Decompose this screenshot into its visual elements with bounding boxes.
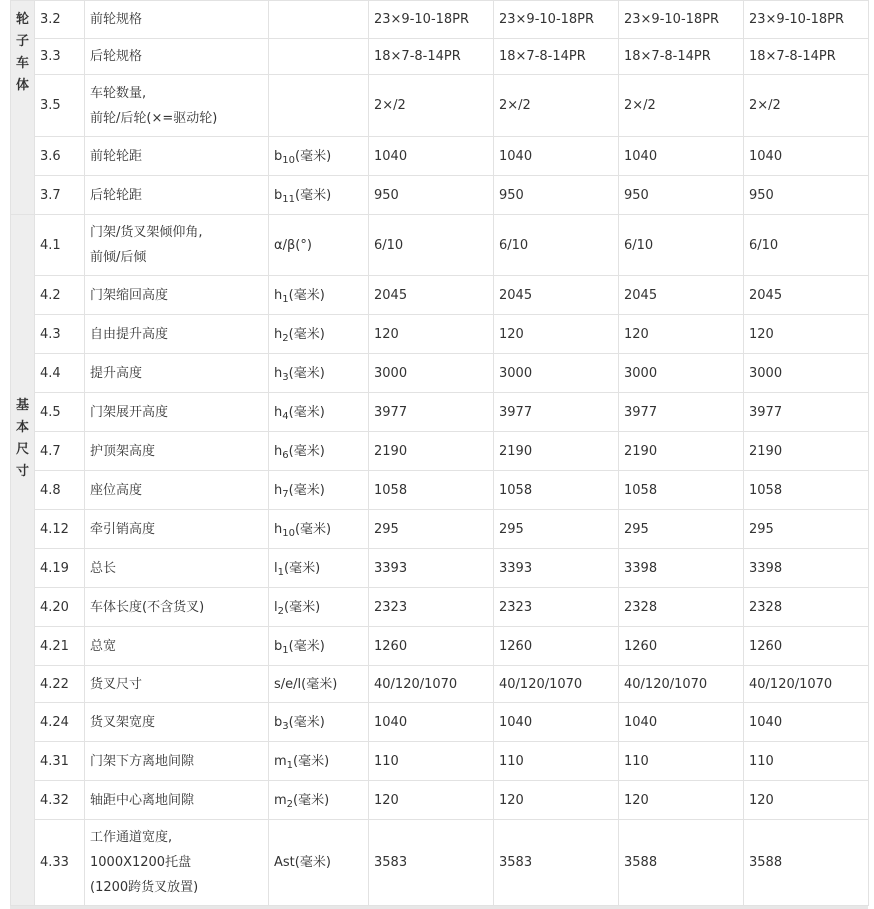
table-row [11,176,869,215]
model-value: 950 [744,176,869,215]
model-value: 120 [744,315,869,354]
model-value: 6/10 [619,215,744,276]
model-value: 295 [619,510,744,549]
symbol-letter: h [274,365,283,381]
symbol-letter: l [274,560,278,576]
model-value: 1260 [619,627,744,666]
model-value: 1040 [744,703,869,742]
item-name [85,627,269,666]
model-value: 1040 [369,703,494,742]
table-row [11,549,869,588]
model-value: 2045 [494,276,619,315]
item-number: 4.19 [35,549,85,588]
item-name [85,781,269,820]
model-value: 18×7-8-14PR [744,39,869,75]
model-value: 6/10 [744,215,869,276]
item-name-line: 门架/货叉架倾仰角, [90,225,203,240]
model-value: 120 [619,781,744,820]
model-value: 3977 [744,393,869,432]
symbol-unit: (毫米) [295,187,332,203]
model-value: 1260 [744,627,869,666]
model-value: 120 [369,781,494,820]
item-symbol [269,75,369,137]
symbol-subscript: 2 [277,605,284,617]
model-value: 40/120/1070 [369,666,494,703]
model-value: 950 [369,176,494,215]
table-row [11,666,869,703]
model-value: 3977 [619,393,744,432]
model-value: 3000 [494,354,619,393]
model-value: 18×7-8-14PR [619,39,744,75]
symbol-letter: h [274,287,283,303]
item-number: 4.5 [35,393,85,432]
model-value: 2328 [619,588,744,627]
item-symbol [269,549,369,588]
item-number: 4.24 [35,703,85,742]
item-name-line: 自由提升高度 [90,326,169,342]
model-value: 1040 [619,137,744,176]
symbol-unit: (毫米) [288,404,325,420]
symbol-subscript: 10 [282,527,295,539]
model-value: 295 [369,510,494,549]
symbol-letter: h [274,404,283,420]
model-value: 2×/2 [369,75,494,137]
item-name [85,666,269,703]
model-value: 3000 [744,354,869,393]
symbol-letter: h [274,326,283,342]
table-row [11,703,869,742]
symbol-unit: (毫米) [288,287,325,303]
model-value: 6/10 [369,215,494,276]
symbol-letter: Ast(毫米) [274,855,331,870]
model-value: 110 [744,742,869,781]
model-value: 2190 [494,432,619,471]
model-value: 295 [494,510,619,549]
item-symbol [269,1,369,39]
table-row [11,588,869,627]
table-row [11,137,869,176]
item-name-line: 后轮规格 [90,49,143,64]
model-value: 18×7-8-14PR [369,39,494,75]
model-value: 1040 [619,703,744,742]
model-value: 2045 [619,276,744,315]
model-value: 23×9-10-18PR [494,1,619,39]
item-symbol [269,315,369,354]
model-value: 110 [619,742,744,781]
item-number: 4.20 [35,588,85,627]
model-value: 23×9-10-18PR [619,1,744,39]
item-number: 4.7 [35,432,85,471]
symbol-unit: (毫米) [288,443,325,459]
item-symbol [269,510,369,549]
symbol-letter: m [274,753,287,769]
item-name-line: 工作通道宽度, [90,830,173,845]
model-value: 120 [494,781,619,820]
item-number: 4.8 [35,471,85,510]
item-name [85,276,269,315]
symbol-subscript: 10 [282,154,295,166]
item-number: 4.21 [35,627,85,666]
model-value: 950 [619,176,744,215]
table-row [11,742,869,781]
symbol-unit: (毫米) [295,148,332,164]
item-name-line: 门架展开高度 [90,404,169,420]
model-value: 120 [744,781,869,820]
model-value: 1040 [744,137,869,176]
model-value: 2045 [744,276,869,315]
model-value: 2×/2 [619,75,744,137]
item-number: 4.2 [35,276,85,315]
symbol-subscript: 2 [286,798,294,810]
item-number: 4.31 [35,742,85,781]
model-value: 110 [494,742,619,781]
model-value: 1260 [494,627,619,666]
item-name [85,432,269,471]
item-name-line: 提升高度 [90,365,143,381]
model-value: 2323 [494,588,619,627]
model-value: 1058 [619,471,744,510]
model-value: 3588 [619,820,744,906]
item-number: 4.3 [35,315,85,354]
symbol-subscript: 3 [282,371,289,383]
table-row [11,1,869,39]
model-value: 1058 [744,471,869,510]
model-value: 1040 [369,137,494,176]
item-symbol [269,432,369,471]
item-name [85,75,269,137]
symbol-subscript: 7 [282,488,289,500]
model-value: 3393 [494,549,619,588]
category-label: 基 本 尺 寸 [15,398,29,479]
item-symbol [269,215,369,276]
symbol-subscript: 1 [277,566,284,578]
symbol-unit: (毫米) [294,521,332,537]
symbol-subscript: 4 [282,410,289,422]
model-value: 295 [744,510,869,549]
symbol-unit: (毫米) [288,638,325,654]
model-value: 2190 [744,432,869,471]
model-value: 23×9-10-18PR [744,1,869,39]
item-name-line: (1200跨货叉放置) [90,880,199,895]
item-name-line: 门架下方离地间隙 [90,753,195,769]
item-name-line: 前轮轮距 [90,148,143,164]
item-symbol [269,276,369,315]
symbol-letter: α/β(°) [274,237,312,253]
item-symbol [269,820,369,906]
model-value: 3977 [369,393,494,432]
item-number: 3.6 [35,137,85,176]
model-value: 950 [494,176,619,215]
model-value: 1058 [369,471,494,510]
item-name-line: 货叉架宽度 [90,714,156,730]
category-cell [11,1,35,215]
spec-table [10,0,869,906]
symbol-letter: h [274,443,283,459]
item-number: 4.1 [35,215,85,276]
model-value: 2190 [619,432,744,471]
table-row [11,354,869,393]
model-value: 3398 [619,549,744,588]
item-name-line: 护顶架高度 [90,443,156,459]
spec-table-body [11,1,869,906]
model-value: 3000 [369,354,494,393]
model-value: 1040 [494,703,619,742]
item-name [85,742,269,781]
symbol-unit: (毫米) [288,365,325,381]
table-row [11,215,869,276]
item-name-line: 前倾/后倾 [90,250,147,265]
table-row [11,471,869,510]
symbol-letter: l [274,599,278,615]
item-number: 3.5 [35,75,85,137]
item-number: 3.3 [35,39,85,75]
item-name-line: 后轮轮距 [90,187,143,203]
table-row [11,820,869,906]
symbol-unit: (毫米) [284,599,321,615]
model-value: 110 [369,742,494,781]
model-value: 2045 [369,276,494,315]
item-name-line: 牵引销高度 [90,521,156,537]
symbol-subscript: 6 [282,449,289,461]
model-value: 3398 [744,549,869,588]
item-name-line: 车体长度(不含货叉) [90,599,205,615]
item-name-line: 1000X1200托盘 [90,855,192,870]
model-value: 18×7-8-14PR [494,39,619,75]
symbol-subscript: 1 [282,293,289,305]
symbol-unit: (毫米) [288,326,325,342]
model-value: 120 [369,315,494,354]
table-row [11,75,869,137]
item-number: 3.2 [35,1,85,39]
model-value: 2×/2 [494,75,619,137]
model-value: 3588 [744,820,869,906]
item-name [85,354,269,393]
model-value: 1058 [494,471,619,510]
item-name-line: 轴距中心离地间隙 [90,792,195,808]
item-symbol [269,781,369,820]
symbol-letter: b [274,638,283,654]
model-value: 40/120/1070 [744,666,869,703]
item-name-line: 前轮规格 [90,12,143,27]
item-name [85,703,269,742]
symbol-unit: (毫米) [284,560,321,576]
item-symbol [269,588,369,627]
item-name [85,471,269,510]
model-value: 2190 [369,432,494,471]
model-value: 6/10 [494,215,619,276]
symbol-subscript: 11 [282,193,295,205]
table-row [11,432,869,471]
item-symbol [269,627,369,666]
model-value: 3583 [369,820,494,906]
item-name [85,39,269,75]
item-name-line: 门架缩回高度 [90,287,169,303]
item-name-line: 座位高度 [90,482,143,498]
table-row [11,781,869,820]
symbol-subscript: 1 [282,644,289,656]
model-value: 1040 [494,137,619,176]
table-row [11,510,869,549]
symbol-subscript: 1 [286,759,294,771]
table-row [11,39,869,75]
table-row [11,627,869,666]
item-name-line: 总长 [90,560,117,576]
symbol-letter: b [274,714,283,730]
model-value: 120 [619,315,744,354]
category-label: 轮 子 车 体 [15,12,29,93]
symbol-letter: b [274,148,283,164]
symbol-letter: s/e/l(毫米) [274,676,338,692]
table-row [11,276,869,315]
model-value: 3583 [494,820,619,906]
item-name [85,510,269,549]
item-name [85,315,269,354]
item-symbol [269,354,369,393]
model-value: 40/120/1070 [494,666,619,703]
item-name [85,549,269,588]
item-symbol [269,393,369,432]
item-symbol [269,666,369,703]
model-value: 2328 [744,588,869,627]
item-name [85,137,269,176]
model-value: 120 [494,315,619,354]
item-name [85,393,269,432]
symbol-unit: (毫米) [288,714,325,730]
symbol-letter: h [274,521,283,537]
item-symbol [269,471,369,510]
symbol-unit: (毫米) [288,482,325,498]
symbol-letter: h [274,482,283,498]
item-symbol [269,137,369,176]
symbol-letter: m [274,792,287,808]
item-name [85,588,269,627]
model-value: 3393 [369,549,494,588]
item-number: 4.12 [35,510,85,549]
item-name [85,820,269,906]
item-name [85,1,269,39]
item-name [85,215,269,276]
model-value: 23×9-10-18PR [369,1,494,39]
item-symbol [269,742,369,781]
model-value: 3977 [494,393,619,432]
item-number: 4.22 [35,666,85,703]
item-symbol [269,39,369,75]
item-name-line: 前轮/后轮(×=驱动轮) [90,110,218,126]
model-value: 2×/2 [744,75,869,137]
item-number: 4.4 [35,354,85,393]
symbol-unit: (毫米) [293,792,330,808]
item-name-line: 总宽 [90,638,117,654]
item-name-line: 货叉尺寸 [90,676,143,692]
item-number: 4.33 [35,820,85,906]
item-name-line: 车轮数量, [90,85,147,101]
category-cell [11,215,35,906]
item-symbol [269,176,369,215]
model-value: 2323 [369,588,494,627]
model-value: 3000 [619,354,744,393]
symbol-unit: (毫米) [293,753,330,769]
item-name [85,176,269,215]
item-number: 3.7 [35,176,85,215]
table-row [11,315,869,354]
symbol-subscript: 3 [282,720,289,732]
table-row [11,393,869,432]
model-value: 1260 [369,627,494,666]
symbol-subscript: 2 [282,332,289,344]
symbol-letter: b [274,187,283,203]
item-number: 4.32 [35,781,85,820]
model-value: 40/120/1070 [619,666,744,703]
item-symbol [269,703,369,742]
